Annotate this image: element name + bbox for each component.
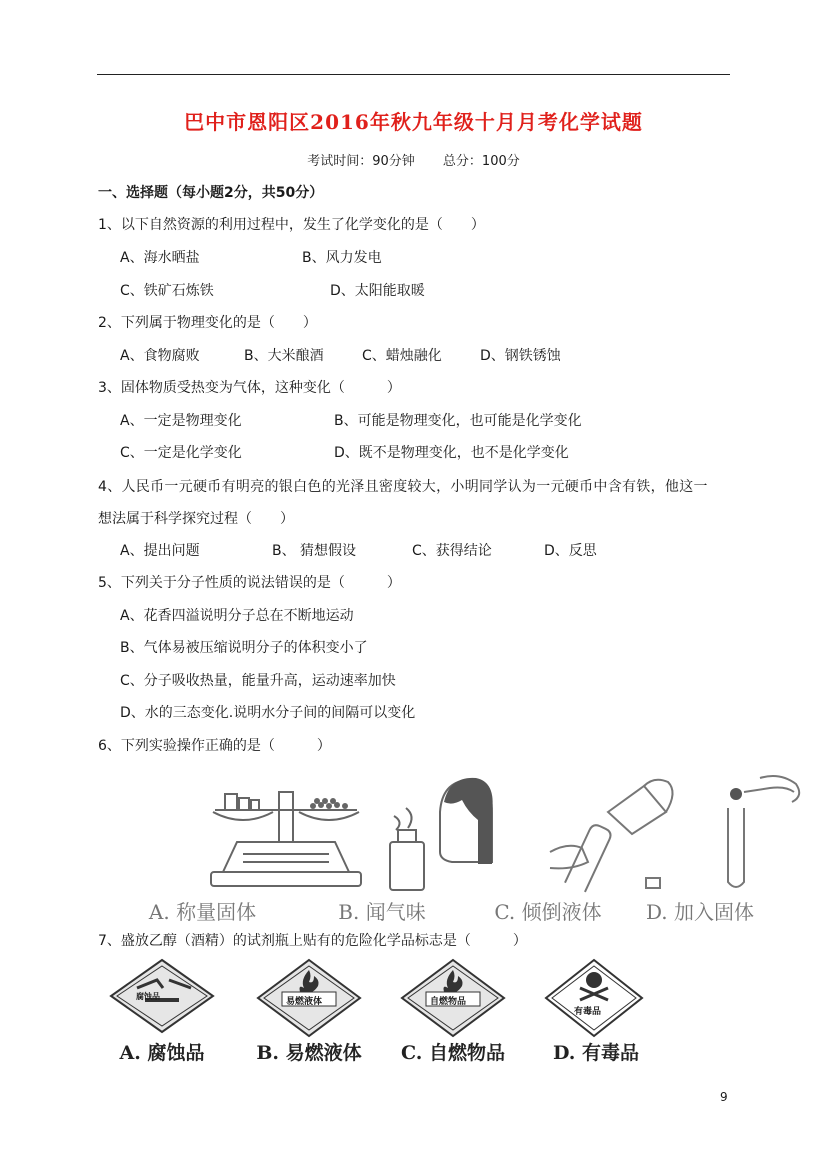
figure-c-caption: C. 倾倒液体 xyxy=(494,900,602,924)
figure-d-toxic xyxy=(536,958,656,1068)
header-rule xyxy=(97,74,730,75)
figure-b-caption: B. 闻气味 xyxy=(338,900,426,924)
figure-d-caption: D. 加入固体 xyxy=(645,900,755,924)
q3-option-a: A、一定是物理变化 xyxy=(120,413,242,429)
page-number: 9 xyxy=(720,1090,728,1104)
figure-b-hazard-caption: B. 易燃液体 xyxy=(256,1042,362,1064)
spontaneous-combustion-sign-label: 自燃物品 xyxy=(430,997,467,1007)
q4-option-c: C、获得结论 xyxy=(412,543,492,559)
q4-option-b: B、 猜想假设 xyxy=(272,543,357,559)
figure-d-adding-solid xyxy=(640,772,760,922)
question-3-stem: 3、固体物质受热变为气体，这种变化（ ） xyxy=(98,380,401,396)
question-2-stem: 2、下列属于物理变化的是（ ） xyxy=(98,315,317,331)
q5-option-c: C、分子吸收热量，能量升高，运动速率加快 xyxy=(120,673,396,689)
question-4-stem: 4、人民币一元硬币有明亮的银白色的光泽且密度较大，小明同学认为一元硬币中含有铁，他这一 xyxy=(98,479,708,495)
q5-option-a: A、花香四溢说明分子总在不断地运动 xyxy=(120,608,354,624)
adding-solid-illustration xyxy=(700,772,820,894)
q2-option-c: C、蜡烛融化 xyxy=(362,348,442,364)
q2-option-b: B、大米酿酒 xyxy=(244,348,324,364)
figure-c-spontaneous-combustion xyxy=(388,958,518,1068)
question-5-stem: 5、下列关于分子性质的说法错误的是（ ） xyxy=(98,575,401,591)
q1-option-b: B、风力发电 xyxy=(302,250,382,266)
flammable-liquid-sign-label: 易燃液体 xyxy=(286,997,323,1007)
figure-d-hazard-caption: D. 有毒品 xyxy=(552,1042,640,1064)
toxic-sign-label: 有毒品 xyxy=(574,1007,602,1017)
q1-option-d: D、太阳能取暖 xyxy=(330,283,425,299)
figure-a-corrosive xyxy=(102,958,222,1068)
question-1-stem: 1、以下自然资源的利用过程中，发生了化学变化的是（ ） xyxy=(98,217,485,233)
figure-a-weighing xyxy=(120,772,285,922)
q4-option-a: A、提出问题 xyxy=(120,543,200,559)
figure-a-caption: A. 称量固体 xyxy=(148,900,257,924)
q1-option-c: C、铁矿石炼铁 xyxy=(120,283,214,299)
q3-option-b: B、可能是物理变化，也可能是化学变化 xyxy=(334,413,582,429)
toxic-sign-icon xyxy=(544,958,644,1038)
q5-option-d: D、水的三态变化.说明水分子间的间隔可以变化 xyxy=(120,705,416,721)
q1-option-a: A、海水晒盐 xyxy=(120,250,200,266)
q2-option-d: D、钢铁锈蚀 xyxy=(480,348,561,364)
question-6-stem: 6、下列实验操作正确的是（ ） xyxy=(98,738,331,754)
exam-time: 考试时间：90分钟 xyxy=(307,154,415,169)
question-4-stem-continued: 想法属于科学探究过程（ ） xyxy=(98,511,294,527)
figure-a-hazard-caption: A. 腐蚀品 xyxy=(119,1042,205,1064)
q2-option-a: A、食物腐败 xyxy=(120,348,200,364)
section-heading: 一、选择题（每小题2分，共50分） xyxy=(98,185,324,201)
figure-b-smelling xyxy=(322,772,442,922)
figure-b-flammable-liquid xyxy=(244,958,374,1068)
exam-meta xyxy=(0,150,827,169)
q3-option-c: C、一定是化学变化 xyxy=(120,445,242,461)
figure-c-pouring xyxy=(478,772,618,922)
page-title: 巴中市恩阳区2016年秋九年级十月月考化学试题 xyxy=(184,110,643,134)
q4-option-d: D、反思 xyxy=(544,543,597,559)
corrosive-sign-label: 腐蚀品 xyxy=(136,992,160,1001)
q3-option-d: D、既不是物理变化，也不是化学变化 xyxy=(334,445,569,461)
corrosive-sign-icon xyxy=(107,958,217,1034)
question-7-stem: 7、盛放乙醇（酒精）的试剂瓶上贴有的危险化学品标志是（ ） xyxy=(98,933,527,949)
figure-c-hazard-caption: C. 自燃物品 xyxy=(400,1042,506,1064)
q5-option-b: B、气体易被压缩说明分子的体积变小了 xyxy=(120,640,368,656)
total-score: 总分：100分 xyxy=(442,154,520,169)
